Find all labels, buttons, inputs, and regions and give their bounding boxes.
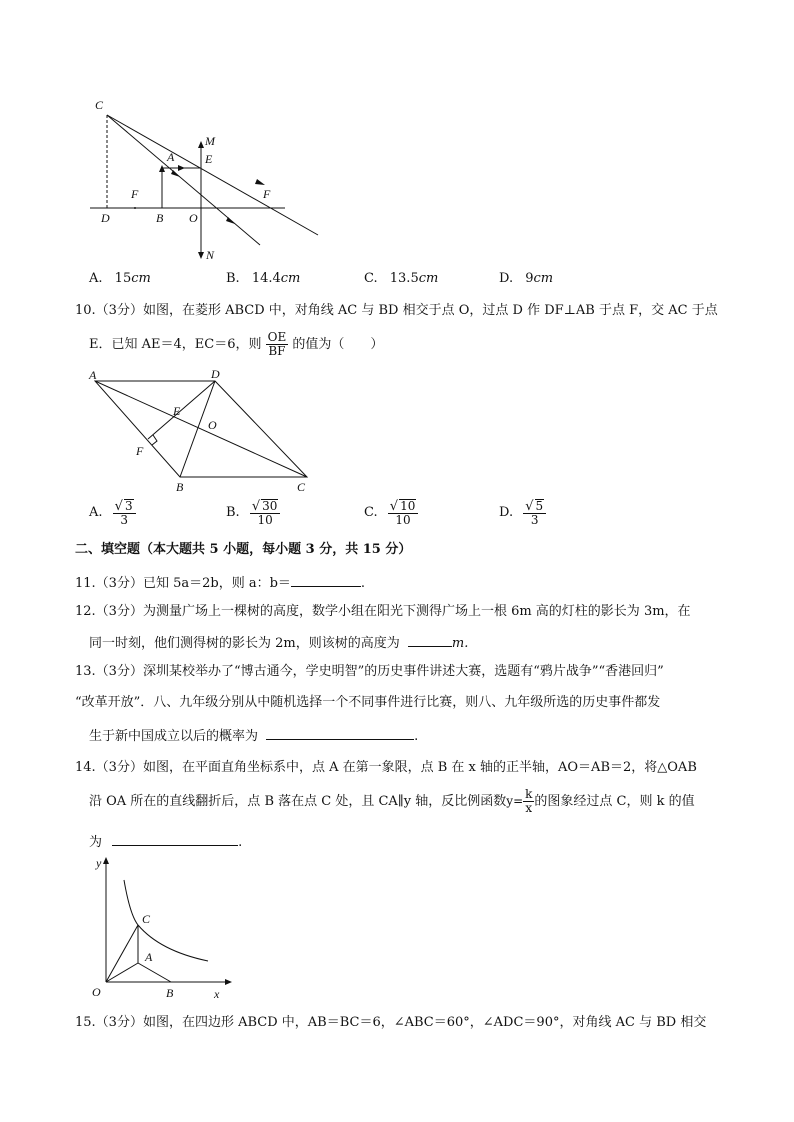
q9-label-M: M (205, 134, 215, 148)
q14-label-O: O (92, 985, 101, 999)
q10-label-C: C (297, 480, 306, 494)
q9-label-A: A (167, 150, 175, 164)
option-key: D. (499, 271, 514, 286)
q14-line2 (89, 786, 695, 817)
option-unit: cm (280, 271, 301, 286)
q9-label-F-right: F (263, 187, 271, 201)
option-unit: cm (533, 271, 554, 286)
q9-option-d[interactable] (499, 271, 553, 287)
q12-line2-text: 同一时刻，他们测得树的影长为 2m，则该树的高度为 (89, 636, 400, 651)
q9-label-N: N (206, 248, 215, 262)
q10-label-B: B (176, 480, 184, 494)
q13-line1: 13.（3分）深圳某校举办了“博古通今，学史明智”的历史事件讲述大赛，选题有“鸦片战争”“香港回归” (75, 664, 664, 679)
option-value: 14.4 (251, 271, 281, 286)
section2-heading: 二、填空题（本大题共 5 小题，每小题 3 分，共 15 分） (75, 542, 412, 557)
q10-frac-den: BF (268, 344, 286, 358)
option-denominator: 10 (395, 512, 411, 527)
option-unit: cm (418, 271, 439, 286)
q11-end: . (360, 576, 366, 591)
q9-label-F-left: F (131, 187, 139, 201)
q15-line1: 15.（3分）如图，在四边形 ABCD 中，AB＝BC＝6，∠ABC＝60°，∠ADC＝90°，对角线 AC 与 BD 相交 (75, 1015, 707, 1030)
q14-label-y: y (96, 856, 102, 870)
q14-func-den: x (525, 801, 533, 815)
q14-func-num: k (525, 787, 533, 801)
option-key: C. (364, 271, 378, 286)
q11-answer-blank[interactable] (291, 574, 361, 587)
option-fraction: $\frac{√ 30}{10}$ (250, 499, 281, 527)
q12-unit: m. (451, 636, 469, 651)
option-fraction: $\frac{√ 10}{10}$ (388, 499, 419, 527)
option-denominator: 3 (120, 512, 128, 527)
q9-option-a[interactable] (89, 271, 151, 287)
q13-answer-blank[interactable] (266, 727, 414, 740)
q10-line2-post: 的值为（ ） (292, 337, 384, 352)
q10-fraction (266, 331, 289, 358)
q14-label-B: B (166, 986, 174, 1000)
option-value: 13.5 (389, 271, 419, 286)
q14-figure (88, 853, 238, 1003)
q9-label-B: B (156, 211, 164, 225)
q14-line2-pre: 沿 OA 所在的直线翻折后，点 B 落在点 C 处，且 CA∥y 轴，反比例函数 (89, 794, 507, 809)
q13-line2: “改革开放”．八、九年级分别从中随机选择一个不同事件进行比赛，则八、九年级所选的历史事件都发 (75, 695, 661, 710)
q9-figure (85, 95, 325, 265)
q10-label-O: O (208, 418, 217, 432)
q10-line2-pre: E．已知 AE＝4，EC＝6，则 (89, 337, 262, 352)
option-fraction: $\frac{√ 5}{3}$ (523, 499, 546, 527)
option-radicand: 5 (535, 498, 544, 513)
q10-label-F: F (136, 444, 144, 458)
option-unit: cm (131, 271, 151, 286)
option-key: B. (226, 505, 240, 520)
option-key: B. (226, 271, 240, 286)
option-key: D. (499, 505, 514, 520)
q10-option-d[interactable] (499, 496, 546, 530)
q14-line2-post: 的图象经过点 C，则 k 的值 (534, 794, 695, 809)
option-key: C. (364, 505, 378, 520)
option-denominator: 10 (257, 512, 273, 527)
q10-line1: 10.（3分）如图，在菱形 ABCD 中，对角线 AC 与 BD 相交于点 O，过点 D 作 DF⊥AB 于点 F，交 AC 于点 (75, 303, 718, 318)
q10-figure (85, 365, 315, 495)
q9-option-c[interactable] (364, 271, 438, 287)
q14-line3 (89, 833, 242, 851)
q13-end: . (414, 729, 419, 744)
option-value: 9 (525, 271, 534, 286)
q10-option-a[interactable] (89, 496, 136, 530)
q9-label-D: D (101, 211, 110, 225)
q14-func-lhs: y= (506, 794, 524, 808)
q13-line3-text: 生于新中国成立以后的概率为 (89, 729, 259, 744)
q10-frac-num: OE (267, 330, 287, 344)
option-value: 15 (114, 271, 132, 286)
q9-label-C: C (95, 98, 104, 112)
option-denominator: 3 (530, 512, 539, 527)
q10-label-D: D (211, 367, 220, 381)
q11-text: 11.（3分）已知 5a＝2b，则 a：b＝ (75, 576, 291, 591)
q10-option-c[interactable] (364, 496, 418, 530)
option-fraction: $\frac{√ 3}{3}$ (113, 499, 136, 527)
q10-label-A: A (89, 368, 97, 382)
q14-func-fraction (523, 788, 534, 815)
q12-answer-blank[interactable] (408, 634, 452, 647)
q9-label-O: O (189, 211, 198, 225)
q14-label-C: C (142, 912, 151, 926)
q14-label-A: A (145, 950, 153, 964)
option-radicand: 10 (400, 498, 416, 513)
q9-option-b[interactable] (226, 271, 300, 287)
q12-line2 (89, 634, 468, 652)
q10-line2 (89, 331, 383, 358)
q10-label-E: E (173, 404, 181, 418)
q14-line1: 14.（3分）如图，在平面直角坐标系中，点 A 在第一象限，点 B 在 x 轴的正半轴，AO＝AB＝2，将△OAB (75, 760, 697, 775)
q9-label-E: E (205, 152, 213, 166)
q10-option-b[interactable] (226, 496, 280, 530)
q14-answer-blank[interactable] (112, 833, 238, 846)
q14-label-x: x (214, 987, 220, 1001)
q11-line (75, 574, 365, 592)
q14-end: . (238, 835, 243, 850)
q12-line1: 12.（3分）为测量广场上一棵树的高度，数学小组在阳光下测得广场上一根 6m 高的灯柱的影长为 3m，在 (75, 604, 691, 619)
option-radicand: 30 (262, 498, 278, 513)
option-key: A. (89, 271, 103, 286)
q13-line3 (89, 727, 418, 745)
q14-line3-text: 为 (89, 835, 103, 850)
option-key: A. (89, 505, 103, 520)
option-radicand: 3 (124, 498, 133, 513)
